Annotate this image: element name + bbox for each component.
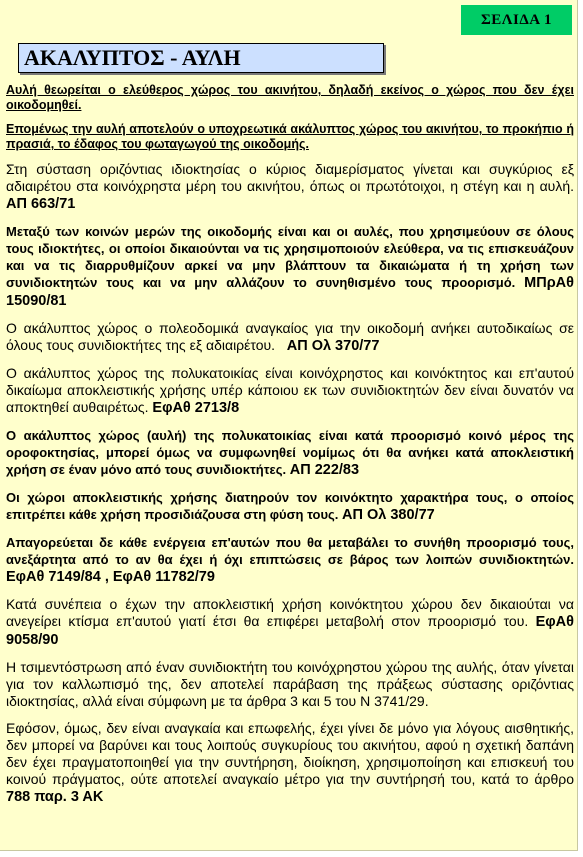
paragraph-text: Στη σύσταση οριζόντιας ιδιοκτησίας ο κύριος διαμερίσματος γίνεται και συγκύριος εξ αδιαιρέτου στα κοινόχρηστα μέρη του ακινήτου, όπως οι πρωτότοιχοι, η στέγη και η αυλή.	[6, 161, 574, 194]
paragraph-text: Μεταξύ των κοινών μερών της οικοδομής είναι και οι αυλές, που χρησιμεύουν σε όλους τους ιδιοκτήτες, οι οποίοι δικαιούνται να τις χρησιμοποιούν ελεύθερα, να τις επισκευάζουν και να τις διαρρυθμίζουν αρκεί να μην βλάπτουν τα δικαιώματα ή τη χρήση των συνιδιοκτητών τους και να μην αλλάζουν το συνηθισμένο τους προορισμό.	[6, 224, 574, 290]
legal-reference: ΜΠρΑθ 15090/81	[6, 275, 574, 309]
paragraph-cementing	[6, 659, 574, 710]
paragraph-prohibition	[6, 534, 574, 586]
paragraph-text: Κατά συνέπεια ο έχων την αποκλειστική χρήση κοινόκτητου χώρου δεν δικαιούται να ανεγείρει κτίσμα επ'αυτού γιατί έτσι θα επιφέρει μεταβολή στον προορισμό του.	[6, 596, 574, 629]
legal-reference: ΕφΑθ 9058/90	[6, 614, 574, 648]
paragraph-text: Απαγορεύεται δε κάθε ενέργεια επ'αυτών που θα μεταβάλει το συνήθη προορισμό τους, ανεξάρτητα από το αν θα έχει ή όχι επιπτώσεις σε βάρος των λοιπών συνιδιοκτητών.	[6, 535, 574, 567]
paragraph-text: Η τσιμεντόστρωση από έναν συνιδιοκτήτη του κοινόχρηστου χώρου της αυλής, όταν γίνεται για τον καλλωπισμό της, δεν αποτελεί παράβαση της πράξεως σύστασης οριζόντιας ιδιοκτησίας, αλλά είναι σύμφωνη με τα άρθρα 3 και 5 του Ν 3741/29.	[6, 659, 574, 709]
paragraph-exclusive-use	[6, 365, 574, 417]
paragraph-components	[6, 122, 574, 152]
document-body	[6, 83, 574, 816]
legal-reference: ΕφΑθ 2713/8	[152, 400, 240, 416]
page-title: ΑΚΑΛΥΠΤΟΣ - ΑΥΛΗ	[18, 43, 384, 73]
paragraph-text: Ο ακάλυπτος χώρος ο πολεοδομικά αναγκαίος για την οικοδομή ανήκει αυτοδικαίως σε όλους τους συνιδιοκτήτες της εξ αδιαιρέτου.	[6, 320, 574, 353]
paragraph-text: Αυλή θεωρείται ο ελεύθερος χώρος του ακινήτου, δηλαδή εκείνος ο χώρος που δεν έχει οικοδομηθεί.	[6, 83, 574, 112]
paragraph-text: Εφόσον, όμως, δεν είναι αναγκαία και επωφελής, έχει γίνει δε μόνο για λόγους αισθητικής, δεν μπορεί να βαρύνει και τους λοιπούς συγκυρίους του ακινήτου, αφού η σχετική δαπάνη δεν έχει πραγματοποιηθεί για την συντήρηση, διοίκηση, χρησιμοποίηση και επισκευή του κοινού πράγματος, ούτε αποτελεί αναγκαίο μέτρο για την συντήρησή του, κατά το άρθρο	[6, 720, 574, 787]
paragraph-text: Επομένως την αυλή αποτελούν ο υποχρεωτικά ακάλυπτος χώρος του ακινήτου, το προκήπιο ή πρασιά, το έδαφος του φωταγωγού της οικοδομής.	[6, 122, 574, 151]
paragraph-construction	[6, 596, 574, 649]
paragraph-text: Ο ακάλυπτος χώρος της πολυκατοικίας είναι κοινόχρηστος και κοινόκτητος και επ'αυτού δικαίωμα αποκλειστικής χρήσης υπέρ κάποιου εκ των συνιδιοκτητών δεν είναι δυνατόν να αποκτηθεί αυθαιρέτως.	[6, 365, 574, 415]
paragraph-expenses	[6, 720, 574, 806]
legal-reference: ΑΠ 222/83	[289, 462, 360, 478]
paragraph-text: Ο ακάλυπτος χώρος (αυλή) της πολυκατοικίας είναι κατά προορισμό κοινό μέρος της οροφοκτησίας, μπορεί όμως να συμφωνηθεί νομίμως ότι θα ανήκει κατά αποκλειστική χρήση σε έναν μόνο από τους συνιδιοκτήτες.	[6, 428, 574, 477]
paragraph-definition	[6, 83, 574, 113]
legal-reference: ΕφΑθ 7149/84 , ΕφΑθ 11782/79	[6, 569, 215, 585]
paragraph-text: Οι χώροι αποκλειστικής χρήσης διατηρούν τον κοινόκτητο χαρακτήρα τους, ο οποίος επιτρέπει κάθε χρήση προσιδιάζουσα στη φύση τους.	[6, 490, 574, 522]
legal-reference: ΑΠ Ολ 370/77	[286, 338, 380, 354]
paragraph-character	[6, 489, 574, 524]
legal-reference: ΑΠ 663/71	[6, 196, 76, 212]
paragraph-common-parts	[6, 223, 574, 310]
legal-reference: ΑΠ Ολ 380/77	[342, 507, 435, 523]
legal-reference: 788 παρ. 3 ΑΚ	[6, 789, 104, 805]
paragraph-co-ownership	[6, 161, 574, 213]
page-number-badge: ΣΕΛΙΔΑ 1	[461, 5, 572, 35]
paragraph-urban-planning	[6, 320, 574, 355]
paragraph-agreement	[6, 427, 574, 479]
